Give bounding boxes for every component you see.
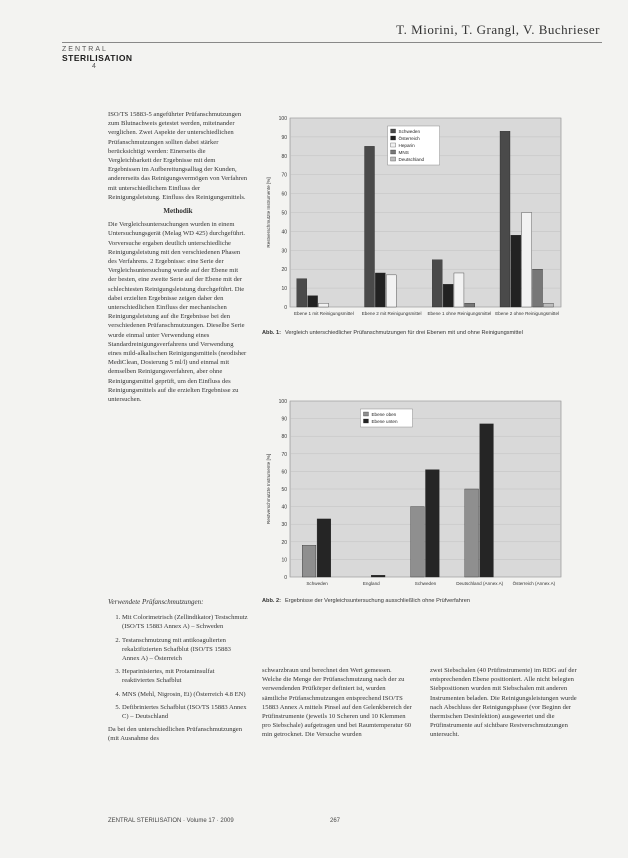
- legend-swatch: [391, 150, 396, 154]
- y-tick-label: 90: [281, 416, 287, 423]
- legend-swatch: [363, 419, 368, 423]
- figure-2-caption: [262, 598, 602, 604]
- x-tick-label: Schweden: [414, 581, 437, 586]
- soil-list: [108, 613, 248, 721]
- footer-journal: ZENTRAL STERILISATION · Volume 17 · 2009: [108, 818, 234, 824]
- bar: [365, 146, 375, 307]
- figure-1-label: Abb. 1:: [262, 330, 281, 336]
- journal-logo-top: ZENTRAL: [62, 46, 108, 53]
- y-tick-label: 70: [281, 172, 287, 179]
- legend-swatch: [363, 412, 368, 416]
- bar: [511, 235, 521, 307]
- x-tick-label: England: [362, 581, 380, 586]
- legend-swatch: [391, 143, 396, 147]
- column-3: [430, 666, 580, 740]
- figure-1-caption: [262, 330, 602, 336]
- footer-page-number: 267: [330, 818, 341, 824]
- intro-paragraph: ISO/TS 15883-5 angeführter Prüfanschmutzungen zum Blutnachweis getestet werden, miteinander verglichen. Zwei Aspekte der unterschiedlichen Prüfanschmutzungen sollten dabei stärker berücksichtigt werden: Einerseits die Vergleichbarkeit der Ergebnisse mit dem Ergebnissen im Aufbereitungsalltag der Kunden, andererseits das Reinigungsvermögen von Verfahren mit unterschiedlichem Einfluss der Reinigungsleistung. Einfluss des Reinigungsmittels.: [108, 111, 248, 201]
- list-heading: Verwendete Prüfanschmutzungen:: [108, 598, 204, 606]
- y-tick-label: 10: [281, 286, 287, 293]
- bar: [522, 213, 532, 308]
- y-tick-label: 50: [281, 210, 287, 217]
- y-tick-label: 40: [281, 504, 287, 511]
- header-rule: [62, 42, 602, 43]
- list-item: 5. Defibriniertes Schafblut (ISO/TS 15883 Annex C) – Deutschland: [122, 703, 248, 721]
- bar: [371, 575, 385, 577]
- y-tick-label: 80: [281, 153, 287, 160]
- column-1: [108, 110, 248, 404]
- list-item: 4. MNS (Mehl, Nigrosin, Ei) (Österreich 4.8 EN): [122, 690, 248, 699]
- x-tick-label: Ebene 1 ohne Reinigungsmittel: [427, 311, 492, 316]
- bar: [426, 470, 440, 577]
- authors: T. Miorini, T. Grangl, V. Buchrieser: [396, 22, 600, 37]
- legend-swatch: [391, 129, 396, 133]
- bar: [432, 260, 442, 307]
- legend-label: Österreich: [398, 136, 420, 141]
- list-tail: Da bei den unterschiedlichen Prüfanschmutzungen (mit Ausnahme des: [108, 726, 243, 743]
- legend-swatch: [391, 136, 396, 140]
- figure-1-caption-text: Vergleich unterschiedlicher Prüfanschmutzungen für drei Ebenen mit und ohne Reinigungsmittel: [284, 330, 523, 336]
- y-tick-label: 100: [278, 399, 287, 405]
- journal-logo-name: STERILISATION: [62, 53, 133, 63]
- bar: [317, 519, 331, 577]
- bar: [411, 507, 425, 577]
- figure-2-chart: [262, 395, 567, 595]
- legend-label: MNS: [398, 150, 409, 155]
- bar: [308, 296, 318, 307]
- journal-logo: [62, 46, 133, 70]
- column-2-paragraph: schwarzbraun und berechnet den Wert gemessen. Welche die Menge der Prüfanschmutzung nach der zu verwendenden Prüfkörper definiert ist, wurden sämtliche Prüfanschmutzungen entsprechend ISO/TS 15883 Annex A mittels Pinsel auf den Gelenkbereich der Prüfinstrumente (jeweils 10 Scheren und 10 Klemmen pro Siebschale) aufgetragen und bei Raumtemperatur 60 min getrocknet. Die Versuche wurden: [262, 667, 412, 739]
- legend-label: Ebene unten: [371, 419, 398, 424]
- bar: [465, 489, 479, 577]
- bar: [500, 131, 510, 307]
- x-tick-label: Ebene 2 ohne Reinigungsmittel: [495, 311, 560, 316]
- bar: [318, 303, 328, 307]
- x-tick-label: Schweden: [306, 581, 328, 586]
- list-item: 2. Testanschmutzung mit antikoagulierten rekalzifizierten Schafblut (ISO/TS 15883 Annex A) – Österreich: [122, 636, 248, 664]
- bar: [297, 279, 307, 307]
- y-tick-label: 0: [284, 575, 287, 581]
- y-tick-label: 50: [281, 487, 287, 493]
- y-tick-label: 30: [281, 248, 287, 255]
- bar: [543, 303, 553, 307]
- figure-2-label: Abb. 2:: [262, 598, 281, 604]
- y-tick-label: 80: [281, 434, 287, 441]
- legend-swatch: [391, 157, 396, 161]
- legend-label: Heparin: [398, 143, 415, 148]
- x-tick-label: Österreich (Annex A): [512, 581, 556, 586]
- list-item: 1. Mit Colorimetrisch (Zellindikator) Testschmutz (ISO/TS 15883 Annex A) – Schweden: [122, 613, 248, 631]
- x-tick-label: Deutschland (Annex A): [456, 581, 504, 586]
- y-tick-label: 100: [278, 116, 287, 122]
- y-tick-label: 60: [281, 469, 287, 476]
- method-paragraph: Die Vergleichsuntersuchungen wurden in einem Untersuchungsgerät (Melag WD 425) durchgeführt. Vorversuche ergaben deutlich unterschiedliche Reinigungsleistung mit den verschiedenen Phasen des Verfahrens. 2 Ergebnisse: eine Serie der Vergleichsuntersuchung wurde auf der Ebene mit der besten, eine zweite Serie auf der Ebene mit der schlechtesten Reinigungsleistung durchgeführt. Die dabei erzielten Ergebnisse zeigen daher den unterschiedlichen Einfluss der mechanischen Reinigungsleistung auf die Ergebnisse bei den verschiedenen Prüfanschmutzungen. Dieselbe Serie wurde einmal unter Verwendung eines Standardreinigungsverfahrens und Verwendung eines mild-alkalischen Reinigungsmittels (neodisher MediClean, Dosierung 5 ml/l) und einmal mit demselben Reinigungsverfahren, aber ohne Reinigungsmittel geprüft, um den Einfluss des Reinigungsmittels auf die erzielten Ergebnisse zu untersuchen.: [108, 221, 247, 404]
- x-tick-label: Ebene 2 mit Reinigungsmittel: [361, 311, 422, 316]
- y-tick-label: 10: [281, 557, 287, 564]
- y-tick-label: 90: [281, 134, 287, 141]
- bar: [454, 273, 464, 307]
- list-item: 3. Heparinisiertes, mit Protaminsulfat reaktiviertes Schafblut: [122, 667, 248, 685]
- legend-label: Ebene oben: [371, 412, 397, 417]
- bar: [465, 303, 475, 307]
- y-tick-label: 70: [281, 451, 287, 458]
- bar: [480, 424, 494, 577]
- y-tick-label: 20: [281, 539, 287, 546]
- section-heading-methodik: Methodik: [163, 207, 193, 216]
- figure-2-caption-text: Ergebnisse der Vergleichsuntersuchung ausschließlich ohne Prüfverfahren: [284, 598, 470, 604]
- bar: [386, 275, 396, 307]
- legend-label: Schweden: [398, 129, 421, 134]
- y-axis-label: Restverschmutzte Instrumente [%]: [266, 453, 271, 525]
- column-3-paragraph: zwei Siebschalen (40 Prüfinstrumente) im RDG auf der entsprechenden Ebene positioniert. Alle nicht belegten Siebpositionen wurden mit Siebschalen mit anderen Instrumenten beladen. Die Reinigungsleistungen wurde nach Abschluss der Reinigungsphase (vor Beginn der thermischen Desinfektion) ausgewertet und die Prüfinstrumente auf sichtbare Restverschmutzungen untersucht.: [430, 667, 577, 739]
- bar: [375, 273, 385, 307]
- y-tick-label: 30: [281, 522, 287, 529]
- journal-logo-vol: 4: [92, 63, 98, 70]
- figure-1-chart: [262, 112, 567, 327]
- bar: [533, 269, 543, 307]
- y-tick-label: 20: [281, 267, 287, 274]
- column-2: [262, 666, 412, 740]
- column-1-list: [108, 590, 248, 744]
- bar: [443, 284, 453, 307]
- y-tick-label: 40: [281, 229, 287, 236]
- y-tick-label: 60: [281, 191, 287, 198]
- y-tick-label: 0: [284, 305, 287, 311]
- x-tick-label: Ebene 1 mit Reinigungsmittel: [293, 311, 354, 316]
- bar: [302, 545, 316, 577]
- legend-label: Deutschland: [398, 157, 425, 162]
- y-axis-label: Restverschmutzte Instrumente [%]: [266, 177, 271, 248]
